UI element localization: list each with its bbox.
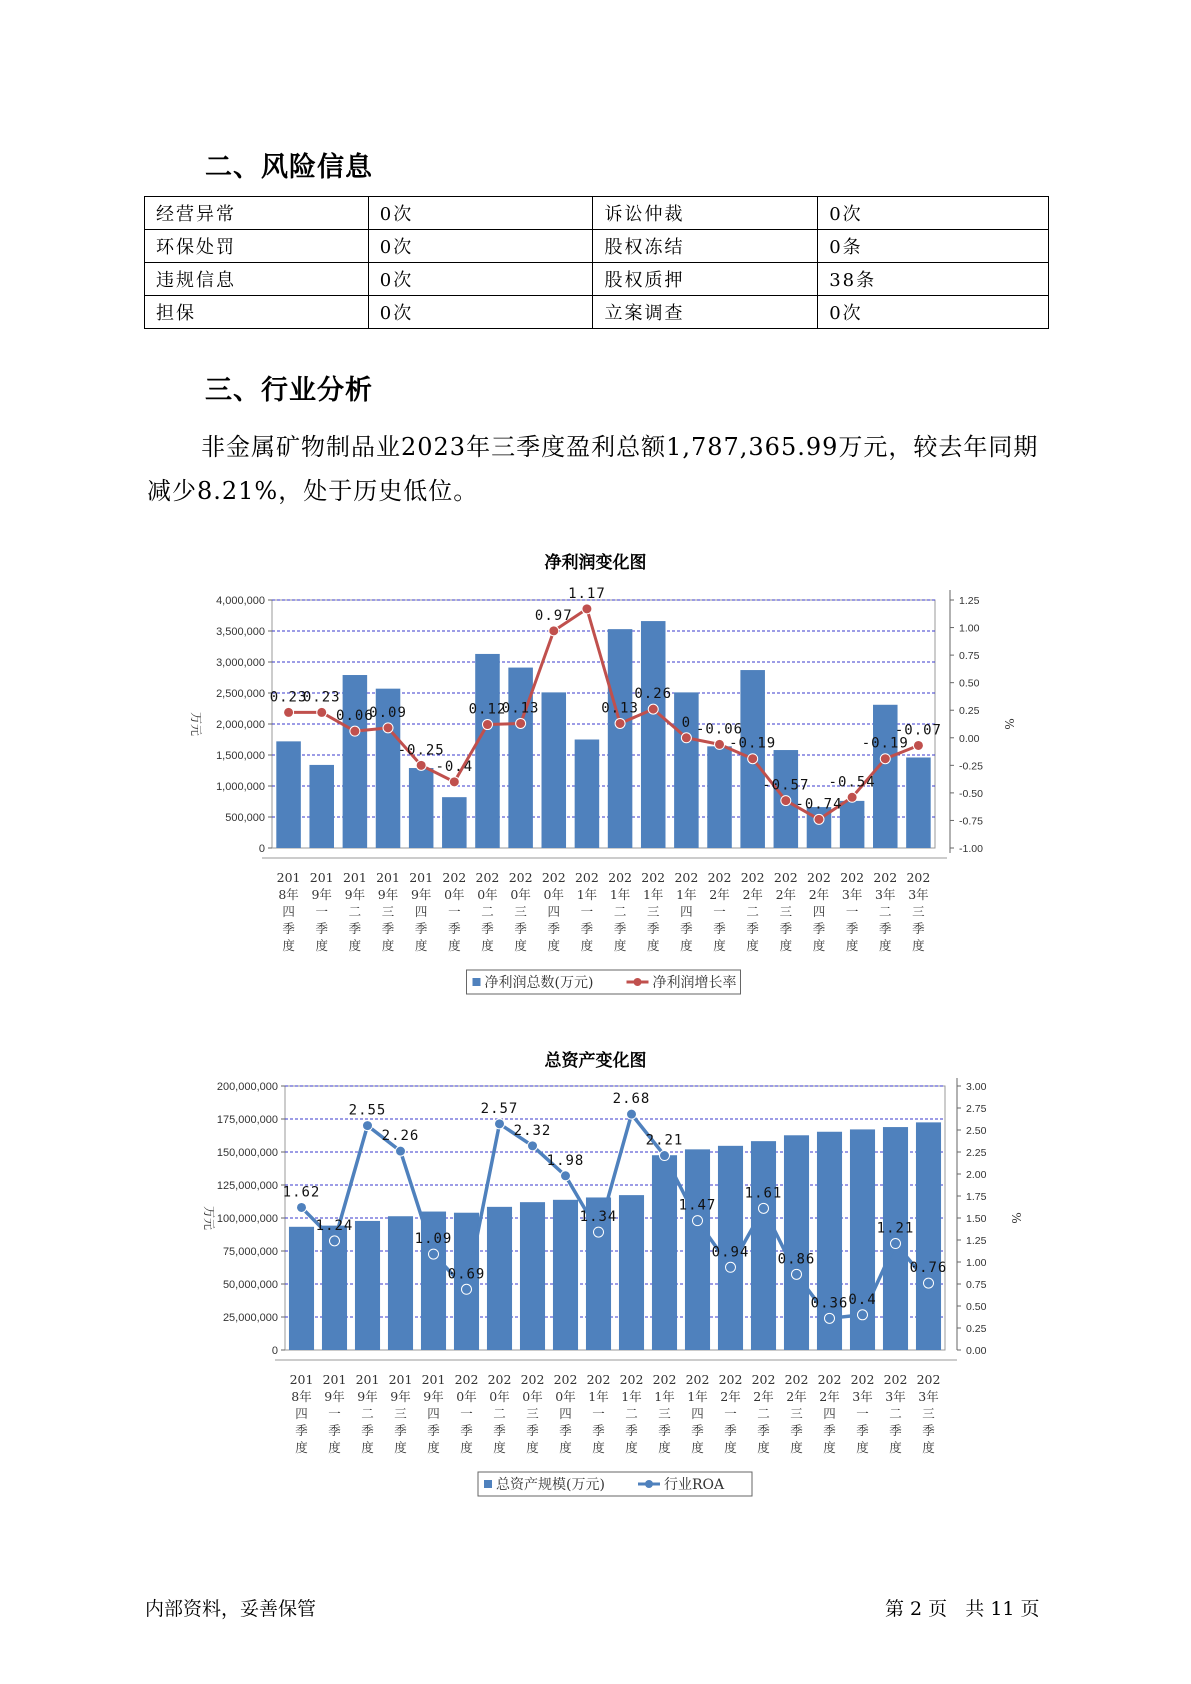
data-label: 0.09 <box>369 704 407 721</box>
x-tick-label: 202 2年一季度 <box>718 1372 743 1455</box>
risk-label: 环保处罚 <box>145 230 369 263</box>
y-tick-label: 2,000,000 <box>216 719 265 731</box>
y-tick-label: 75,000,000 <box>222 1246 278 1258</box>
bar <box>475 654 500 848</box>
x-tick-label: 202 3年一季度 <box>850 1372 875 1455</box>
right-tick-label: 2.50 <box>966 1125 987 1137</box>
right-tick-label: 1.25 <box>966 1235 987 1247</box>
risk-value: 0次 <box>818 296 1049 329</box>
right-tick-label: 2.00 <box>966 1169 987 1181</box>
x-tick-label: 202 1年二季度 <box>619 1372 644 1455</box>
risk-value: 0次 <box>368 197 593 230</box>
x-tick-label: 202 0年二季度 <box>487 1372 512 1455</box>
data-label: -0.4 <box>435 758 474 775</box>
y-tick-label: 1,000,000 <box>216 781 265 793</box>
x-tick-label: 202 1年四季度 <box>685 1372 710 1455</box>
net-profit-chart <box>0 580 1191 1030</box>
legend-bar-label: 净利润总数(万元) <box>484 975 594 991</box>
bar <box>652 1155 677 1350</box>
x-tick-label: 202 0年四季度 <box>553 1372 578 1455</box>
data-label: -0.54 <box>828 774 876 791</box>
legend-line-dot <box>634 978 642 986</box>
x-tick-label: 202 3年二季度 <box>873 870 898 953</box>
x-tick-label: 202 2年三季度 <box>773 870 798 953</box>
bar <box>575 740 600 849</box>
risk-label: 担保 <box>145 296 369 329</box>
y-tick-label: 0 <box>258 843 265 855</box>
data-label: 0.23 <box>269 689 308 706</box>
data-label: 0.23 <box>302 689 341 706</box>
risk-label: 立案调查 <box>593 296 818 329</box>
legend-line-label: 净利润增长率 <box>652 975 737 991</box>
line-point <box>363 1121 373 1131</box>
right-tick-label: 1.75 <box>966 1191 987 1203</box>
data-label: 0.06 <box>336 708 374 725</box>
data-label: 0.26 <box>634 686 673 703</box>
y-tick-label: 0 <box>271 1345 278 1357</box>
data-label: 1.24 <box>315 1217 354 1234</box>
line-point <box>528 1141 538 1151</box>
bar <box>751 1141 776 1350</box>
right-axis-label: % <box>1009 1212 1023 1224</box>
data-label: 0.13 <box>501 700 540 717</box>
data-label: -0.74 <box>795 796 843 813</box>
x-tick-label: 202 1年四季度 <box>674 870 699 953</box>
line-point <box>383 723 393 733</box>
x-tick-label: 201 9年一季度 <box>322 1372 347 1455</box>
risk-value: 38条 <box>818 263 1049 296</box>
right-tick-label: -0.75 <box>959 815 983 828</box>
data-label: 2.26 <box>381 1128 420 1145</box>
line-point <box>660 1151 670 1161</box>
data-label: 1.61 <box>744 1185 783 1202</box>
right-tick-label: 0.75 <box>966 1279 987 1291</box>
line-point <box>416 760 426 770</box>
line-point <box>825 1313 835 1323</box>
data-label: 1.21 <box>876 1220 915 1237</box>
line-point <box>715 739 725 749</box>
x-tick-label: 202 0年三季度 <box>520 1372 545 1455</box>
data-label: -0.57 <box>762 777 810 794</box>
line-point <box>516 718 526 728</box>
x-tick-label: 201 9年四季度 <box>421 1372 446 1455</box>
y-tick-label: 1,500,000 <box>216 750 265 762</box>
bar <box>487 1207 512 1350</box>
bar <box>784 1135 809 1350</box>
right-tick-label: -0.25 <box>959 760 983 773</box>
x-tick-label: 201 9年四季度 <box>409 870 434 953</box>
right-tick-label: 3.00 <box>966 1081 987 1093</box>
bar <box>520 1202 545 1350</box>
x-tick-label: 202 2年二季度 <box>740 870 765 953</box>
right-tick-label: 1.00 <box>966 1257 987 1269</box>
line-point <box>726 1262 736 1272</box>
risk-label: 股权冻结 <box>593 230 818 263</box>
right-tick-label: 0.25 <box>966 1323 987 1335</box>
line-point <box>913 740 923 750</box>
line-point <box>681 733 691 743</box>
table-row <box>145 197 1049 230</box>
line-point <box>693 1216 703 1226</box>
legend-bar-swatch <box>484 1480 492 1488</box>
right-tick-label: 1.00 <box>959 622 980 635</box>
x-tick-label: 202 1年一季度 <box>586 1372 611 1455</box>
x-tick-label: 202 3年一季度 <box>840 870 865 953</box>
data-label: 0.94 <box>711 1244 750 1261</box>
x-tick-label: 202 2年四季度 <box>817 1372 842 1455</box>
line-point <box>449 777 459 787</box>
x-tick-label: 201 9年三季度 <box>388 1372 413 1455</box>
bar <box>388 1216 413 1350</box>
x-tick-label: 202 0年一季度 <box>442 870 467 953</box>
line-point <box>594 1227 604 1237</box>
bar <box>685 1149 710 1350</box>
right-tick-label: 0.25 <box>959 705 980 718</box>
data-label: -0.07 <box>894 722 943 739</box>
right-tick-label: 2.25 <box>966 1147 987 1159</box>
y-tick-label: 175,000,000 <box>216 1114 278 1126</box>
bar <box>619 1195 644 1350</box>
legend-line-dot <box>645 1480 653 1488</box>
bar <box>309 765 334 848</box>
x-tick-label: 202 0年一季度 <box>454 1372 479 1455</box>
data-label: -0.19 <box>861 735 909 752</box>
table-row <box>145 263 1049 296</box>
y-tick-label: 500,000 <box>225 812 265 824</box>
right-tick-label: 0.50 <box>966 1301 987 1313</box>
data-label: 0.4 <box>848 1291 877 1308</box>
right-tick-label: 0.75 <box>959 650 980 663</box>
bar <box>840 801 865 848</box>
x-tick-label: 202 2年四季度 <box>807 870 831 953</box>
industry-section-title: 三、行业分析 <box>205 375 373 406</box>
line-point <box>781 796 791 806</box>
bar <box>442 797 467 848</box>
data-label: 0.69 <box>447 1266 486 1283</box>
x-tick-label: 202 1年三季度 <box>652 1372 677 1455</box>
y-tick-label: 3,500,000 <box>216 626 265 638</box>
line-point <box>615 718 625 728</box>
data-label: -0.25 <box>397 742 445 759</box>
x-tick-label: 202 3年三季度 <box>906 870 931 953</box>
bar <box>276 741 301 848</box>
x-tick-label: 202 2年一季度 <box>707 870 732 953</box>
bar <box>608 629 633 848</box>
legend-bar-swatch <box>473 978 481 986</box>
total-assets-chart <box>0 1078 1191 1528</box>
line-point <box>627 1109 637 1119</box>
legend-line-label: 行业ROA <box>664 1477 725 1493</box>
data-label: 2.55 <box>348 1102 387 1119</box>
line-point <box>482 720 492 730</box>
right-tick-label: 1.25 <box>959 595 980 607</box>
line-point <box>648 704 658 714</box>
bar <box>289 1227 314 1350</box>
line-point <box>561 1171 571 1181</box>
bar <box>553 1200 578 1350</box>
line-point <box>814 814 824 824</box>
line-point <box>495 1119 505 1129</box>
data-label: 0.76 <box>909 1260 948 1277</box>
net-profit-chart-title: 净利润变化图 <box>544 553 647 573</box>
line-point <box>284 707 294 717</box>
bar <box>906 757 931 848</box>
line-point <box>759 1203 769 1213</box>
risk-table <box>144 196 1049 329</box>
bar <box>707 746 732 848</box>
y-tick-label: 25,000,000 <box>222 1312 278 1324</box>
bar <box>542 692 567 848</box>
data-label: 0.13 <box>601 700 639 717</box>
line-point <box>396 1146 406 1156</box>
risk-value: 0次 <box>818 197 1049 230</box>
x-tick-label: 202 0年二季度 <box>475 870 500 953</box>
footer-confidential-note: 内部资料，妥善保管 <box>145 1598 317 1620</box>
data-label: 0.86 <box>777 1251 816 1268</box>
x-tick-label: 201 8年四季度 <box>276 870 301 953</box>
line-point <box>549 626 559 636</box>
x-tick-label: 202 0年四季度 <box>541 870 566 953</box>
line-point <box>847 792 857 802</box>
y-tick-label: 4,000,000 <box>216 595 265 607</box>
data-label: 0.12 <box>468 701 507 718</box>
data-label: 1.98 <box>546 1152 585 1169</box>
risk-label: 经营异常 <box>145 197 369 230</box>
y-tick-label: 2,500,000 <box>216 688 265 700</box>
line-point <box>880 754 890 764</box>
risk-value: 0条 <box>818 230 1049 263</box>
bar <box>409 768 434 848</box>
data-label: -0.19 <box>729 735 777 752</box>
data-label: 1.62 <box>282 1184 321 1201</box>
line-point <box>350 726 360 736</box>
bar <box>508 668 533 848</box>
data-label: -0.06 <box>695 721 744 738</box>
risk-value: 0次 <box>368 230 593 263</box>
bar <box>916 1122 941 1350</box>
data-label: 1.47 <box>678 1197 717 1214</box>
x-tick-label: 201 9年三季度 <box>376 870 400 953</box>
data-label: 2.21 <box>645 1132 684 1149</box>
line-point <box>317 707 327 717</box>
table-row <box>145 230 1049 263</box>
x-tick-label: 201 8年四季度 <box>289 1372 314 1455</box>
line-point <box>891 1239 901 1249</box>
data-label: 1.09 <box>414 1231 453 1248</box>
data-label: 0.36 <box>810 1295 849 1312</box>
y-tick-label: 50,000,000 <box>222 1279 278 1291</box>
table-row <box>145 296 1049 329</box>
risk-label: 诉讼仲裁 <box>593 197 818 230</box>
data-label: 0.97 <box>534 607 573 624</box>
y-axis-label: 万元 <box>189 711 203 737</box>
right-tick-label: -0.50 <box>959 787 983 800</box>
risk-label: 股权质押 <box>593 263 818 296</box>
data-label: 2.68 <box>612 1091 651 1108</box>
x-tick-label: 202 3年三季度 <box>916 1372 941 1455</box>
y-tick-label: 150,000,000 <box>216 1147 278 1159</box>
total-assets-chart-title: 总资产变化图 <box>544 1051 647 1071</box>
right-tick-label: 0.00 <box>966 1345 987 1357</box>
data-label: 1.34 <box>579 1209 618 1226</box>
y-tick-label: 3,000,000 <box>216 657 265 669</box>
x-tick-label: 202 0年三季度 <box>508 870 533 953</box>
data-label: 1.17 <box>568 585 606 602</box>
risk-section-title: 二、风险信息 <box>205 152 373 183</box>
y-tick-label: 100,000,000 <box>216 1213 278 1225</box>
line-point <box>582 604 592 614</box>
x-tick-label: 202 1年二季度 <box>608 870 633 953</box>
right-axis-label: % <box>1002 718 1016 730</box>
right-tick-label: -1.00 <box>959 843 983 855</box>
x-tick-label: 201 9年二季度 <box>355 1372 380 1455</box>
right-tick-label: 0.00 <box>959 732 980 745</box>
data-label: 0 <box>681 714 692 731</box>
x-tick-label: 202 3年二季度 <box>883 1372 908 1455</box>
line-point <box>748 754 758 764</box>
data-label: 2.57 <box>480 1100 519 1117</box>
line-point <box>792 1269 802 1279</box>
risk-value: 0次 <box>368 296 593 329</box>
industry-paragraph: 非金属矿物制品业2023年三季度盈利总额1,787,365.99万元，较去年同期减少8.21%，处于历史低位。 <box>147 433 1039 505</box>
y-tick-label: 125,000,000 <box>216 1180 278 1192</box>
risk-value: 0次 <box>368 263 593 296</box>
footer-page-number: 第 2 页 共 11 页 <box>885 1598 1040 1620</box>
right-tick-label: 1.50 <box>966 1213 987 1225</box>
x-tick-label: 202 2年三季度 <box>784 1372 809 1455</box>
line-point <box>462 1284 472 1294</box>
legend-bar-label: 总资产规模(万元) <box>496 1477 605 1493</box>
line-point <box>330 1236 340 1246</box>
y-tick-label: 200,000,000 <box>216 1081 278 1093</box>
line-point <box>924 1278 934 1288</box>
y-axis-label: 万元 <box>202 1205 216 1231</box>
bar <box>343 675 368 848</box>
line-point <box>429 1249 439 1259</box>
data-label: 2.32 <box>513 1122 552 1139</box>
x-tick-label: 202 1年三季度 <box>641 870 666 953</box>
bar <box>355 1221 380 1350</box>
line-point <box>858 1310 868 1320</box>
line-point <box>297 1202 307 1212</box>
x-tick-label: 202 2年二季度 <box>751 1372 776 1455</box>
x-tick-label: 201 9年二季度 <box>342 870 367 953</box>
bar <box>641 621 666 848</box>
right-tick-label: 2.75 <box>966 1103 987 1115</box>
right-tick-label: 0.50 <box>959 677 980 690</box>
x-tick-label: 202 1年一季度 <box>574 870 599 953</box>
risk-label: 违规信息 <box>145 263 369 296</box>
x-tick-label: 201 9年一季度 <box>309 870 334 953</box>
